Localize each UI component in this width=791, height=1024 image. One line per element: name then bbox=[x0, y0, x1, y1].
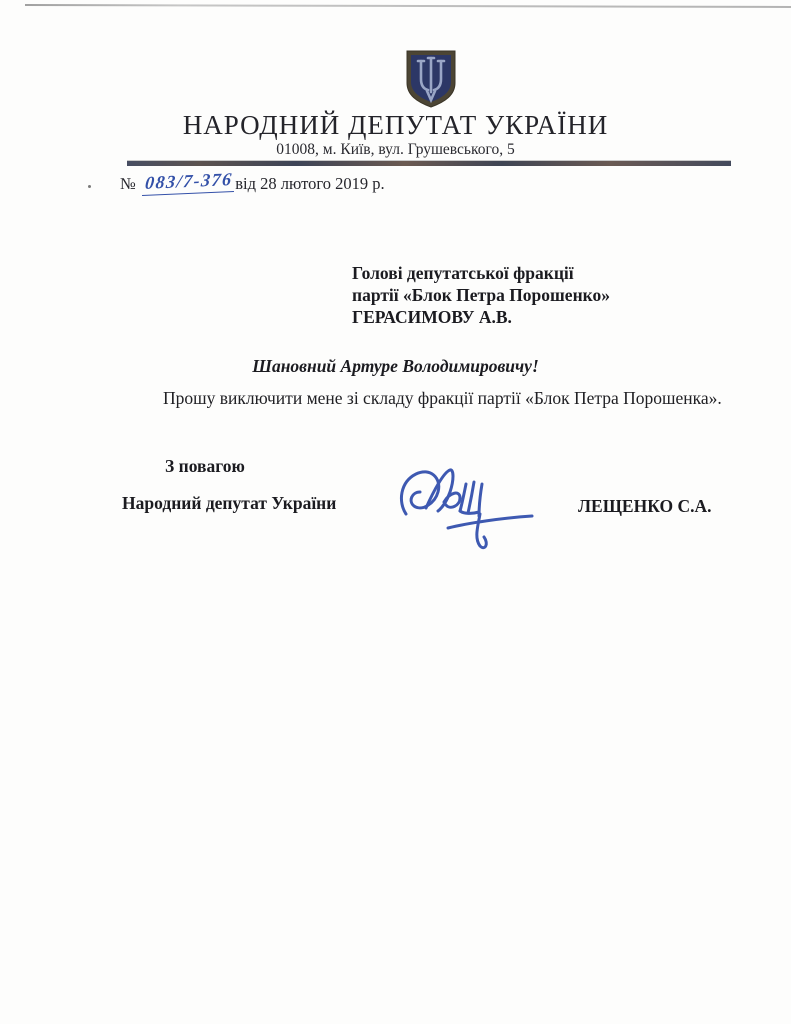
reference-line bbox=[120, 168, 385, 196]
ukraine-trident-emblem-icon bbox=[405, 49, 457, 109]
scanner-artifact-line bbox=[25, 4, 791, 8]
addressee-block bbox=[352, 262, 610, 328]
handwritten-reference-number: 083/7-376 bbox=[142, 169, 236, 196]
addressee-line-3: ГЕРАСИМОВУ А.В. bbox=[352, 307, 512, 327]
signer-position: Народний депутат України bbox=[122, 493, 337, 513]
addressee-line-1: Голові депутатської фракції bbox=[352, 263, 574, 283]
addressee-line-2: партії «Блок Петра Порошенко» bbox=[352, 285, 611, 305]
letterhead-title: НАРОДНИЙ ДЕПУТАТ УКРАЇНИ bbox=[182, 110, 609, 140]
scan-speck bbox=[88, 185, 91, 188]
letterhead-address: 01008, м. Київ, вул. Грушевського, 5 bbox=[276, 141, 515, 158]
salutation-line: Шановний Артуре Володимировичу! bbox=[252, 356, 539, 376]
closing-regards: З повагою bbox=[165, 456, 245, 476]
letter-body: Прошу виключити мене зі складу фракції партії «Блок Петра Порошенка». bbox=[163, 388, 722, 408]
reference-date: від 28 лютого 2019 р. bbox=[235, 174, 385, 193]
signer-name: ЛЕЩЕНКО С.А. bbox=[578, 496, 712, 516]
number-sign: № bbox=[120, 174, 136, 193]
handwritten-signature bbox=[392, 456, 544, 552]
letterhead-divider-rule bbox=[127, 161, 731, 166]
